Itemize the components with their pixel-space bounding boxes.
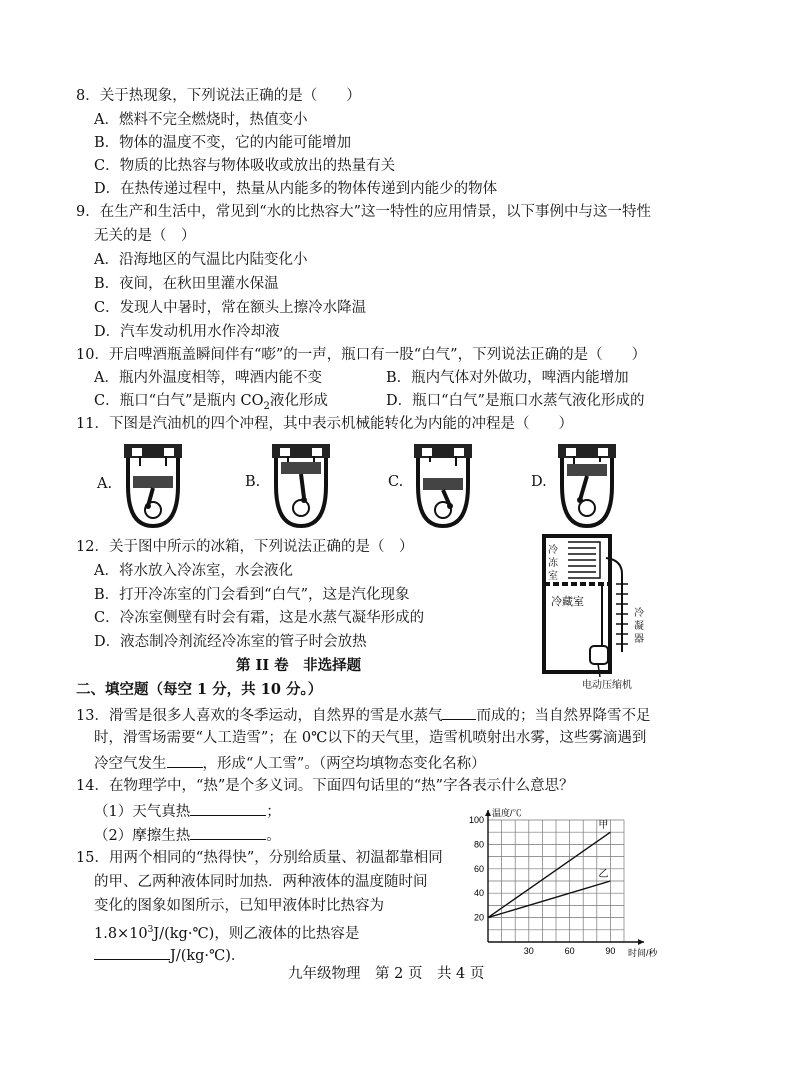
y-tick-label: 100 xyxy=(468,815,484,825)
x-axis-label: 时间/秒 xyxy=(628,948,658,958)
q14-answer-blank-2[interactable] xyxy=(190,825,266,840)
x-tick-label: 30 xyxy=(523,946,534,956)
q15-line5: J/(kg·℃)． xyxy=(94,945,245,965)
x-tick-label: 60 xyxy=(564,946,575,956)
q13-line2: 时，滑雪场需要“人工造雪”；在 0℃以下的天气里，造雪机喷射出水雾，这些雾滴遇到 xyxy=(94,730,647,746)
q15-line4: $1.8\times 10^3J/(kg\cdot℃)$，则乙液体的比热容是 xyxy=(94,925,360,942)
y-tick-label: 60 xyxy=(473,863,484,874)
fridge-freezer-label-3: 室 xyxy=(548,571,558,582)
q10-option-c: C．瓶口“白气”是瓶内 $CO_2$液化形成 xyxy=(94,393,328,412)
q10-option-a: A．瓶内外温度相等，啤酒内能不变 xyxy=(94,370,322,386)
series-label-2: 乙 xyxy=(598,869,609,880)
q8-option-c: C．物质的比热容与物体吸收或放出的热量有关 xyxy=(94,158,396,174)
q9-option-c: C．发现人中暑时，常在额头上擦冷水降温 xyxy=(94,300,367,316)
q13-answer-blank-2[interactable] xyxy=(167,753,203,768)
q11-stem: 11．下图是汽油机的四个冲程，其中表示机械能转化为内能的冲程是（ ） xyxy=(76,416,573,432)
series-line-2 xyxy=(488,881,610,918)
fridge-condenser-label-1: 冷 xyxy=(634,608,644,619)
q10-stem: 10．开启啤酒瓶盖瞬间伴有“嘭”的一声，瓶口有一股“白气”，下列说法正确的是（ ） xyxy=(76,347,647,363)
fridge-condenser-label-3: 器 xyxy=(634,634,644,645)
q12-option-c: C．冷冻室侧壁有时会有霜，这是水蒸气凝华形成的 xyxy=(94,610,425,626)
q9-option-a: A．沿海地区的气温比内陆变化小 xyxy=(94,252,308,268)
q14-stem: 14．在物理学中，“热”是个多义词。下面四句话里的“热”字各表示什么意思？ xyxy=(76,778,574,794)
y-axis-arrow xyxy=(485,810,491,816)
y-tick-label: 40 xyxy=(473,888,484,899)
q14-item-2: （2）摩擦生热 。 xyxy=(94,825,281,845)
series-label-1: 甲 xyxy=(598,820,609,832)
q13-line3: 冷空气发生 ，形成“人工雪”。（两空均填物态变化名称） xyxy=(94,753,486,773)
q9-stem-line1: 9．在生产和生活中，常见到“水的比热容大”这一特性的应用情景，以下事例中与这一特性 xyxy=(76,204,652,220)
q14-item-1: （1）天气真热 ； xyxy=(94,801,281,821)
engine-label-c: C. xyxy=(388,474,404,490)
y-tick-label: 20 xyxy=(473,912,484,923)
fridge-freezer-label-2: 冻 xyxy=(548,558,558,569)
q8-option-a: A．燃料不完全燃烧时，热值变小 xyxy=(94,112,308,128)
x-tick-label: 90 xyxy=(605,946,616,956)
part-two-title: 第 II 卷 非选择题 xyxy=(236,657,362,674)
q15-line3: 变化的图象如图所示，已知甲液体时比热容为 xyxy=(94,898,384,914)
q13-line1: 13．滑雪是很多人喜欢的冬季运动，自然界的雪是水蒸气 而成的；当自然界降雪不足 xyxy=(76,705,650,725)
engine-label-b: B. xyxy=(245,474,261,490)
engine-stroke-b-diagram xyxy=(266,442,336,530)
series-line-1 xyxy=(488,832,610,917)
q10-option-d: D．瓶口“白气”是瓶口水蒸气液化形成的 xyxy=(386,393,645,409)
q15-line2: 的甲、乙两种液体同时加热．两种液体的温度随时间 xyxy=(94,874,428,890)
q9-option-d: D．汽车发动机用水作冷却液 xyxy=(94,324,280,340)
fill-in-section-heading: 二、填空题（每空 1 分，共 10 分。） xyxy=(76,681,323,698)
y-axis-label: 温度/℃ xyxy=(492,808,522,818)
q8-option-d: D．在热传递过程中，热量从内能多的物体传递到内能少的物体 xyxy=(94,181,498,197)
q15-line1: 15．用两个相同的“热得快”，分别给质量、初温都靠相同 xyxy=(76,850,443,866)
q8-option-b: B．物体的温度不变，它的内能可能增加 xyxy=(94,135,352,151)
engine-label-d: D. xyxy=(531,474,547,490)
fridge-condenser-label-2: 凝 xyxy=(634,621,644,632)
temperature-time-chart xyxy=(462,804,684,964)
y-tick-label: 80 xyxy=(473,839,484,850)
engine-stroke-a-diagram xyxy=(118,442,188,530)
fridge-compressor-label: 电动压缩机 xyxy=(582,680,632,691)
x-axis-arrow xyxy=(638,939,644,945)
fridge-compartment-label: 冷藏室 xyxy=(551,595,584,608)
q8-stem: 8．关于热现象，下列说法正确的是（ ） xyxy=(76,88,361,104)
engine-stroke-d-diagram xyxy=(552,442,622,530)
q14-answer-blank-1[interactable] xyxy=(190,801,266,816)
q15-answer-blank[interactable] xyxy=(94,945,170,960)
engine-stroke-c-diagram xyxy=(408,442,478,530)
q9-option-b: B．夜间，在秋田里灌水保温 xyxy=(94,276,279,292)
q12-stem: 12．关于图中所示的冰箱，下列说法正确的是（ ） xyxy=(76,539,414,555)
q10-option-b: B．瓶内气体对外做功，啤酒内能增加 xyxy=(386,370,629,386)
q12-option-a: A．将水放入冷冻室，水会液化 xyxy=(94,563,293,579)
q13-answer-blank-1[interactable] xyxy=(442,705,476,720)
fridge-freezer-label-1: 冷 xyxy=(548,545,558,556)
engine-label-a: A. xyxy=(97,476,113,492)
page-footer: 九年级物理 第 2 页 共 4 页 xyxy=(288,966,485,982)
q12-option-d: D．液态制冷剂流经冷冻室的管子时会放热 xyxy=(94,634,367,650)
q12-option-b: B．打开冷冻室的门会看到“白气”，这是汽化现象 xyxy=(94,587,410,603)
q9-stem-line2: 无关的是（ ） xyxy=(94,228,196,244)
